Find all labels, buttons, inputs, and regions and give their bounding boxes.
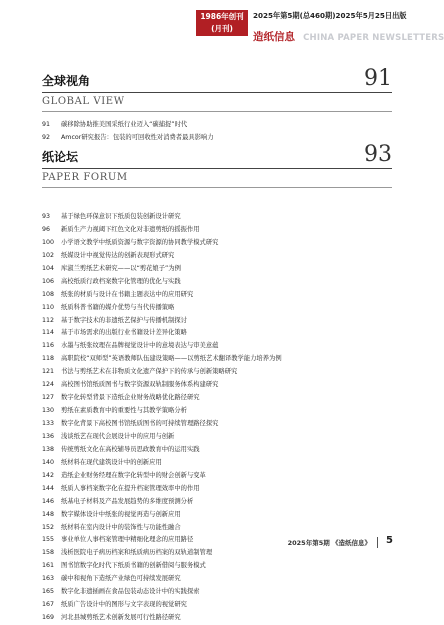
toc-entry-title: 碳移除协助推美国采纸行业迈入“碳捕捉”时代 xyxy=(61,121,188,128)
toc-entry-title: 基于数字技术的非遗纸艺保护与传播机制探讨 xyxy=(61,316,187,324)
issue-info: 2025年第5期(总460期)2025年5月25日出版 xyxy=(253,11,407,20)
toc-entry[interactable] xyxy=(42,276,282,289)
toc-entry[interactable] xyxy=(42,327,282,340)
section-title: 纸论坛 xyxy=(42,150,79,164)
toc-entry-page: 110 xyxy=(42,303,55,311)
toc-entry-title: 数字化转型背景下造纸企业财务战略优化路径研究 xyxy=(61,394,200,402)
toc-entry[interactable] xyxy=(42,379,282,392)
toc-entry-title: 纸材料在现代建筑设计中的创新应用 xyxy=(61,458,162,466)
toc-entry-page: 142 xyxy=(42,471,55,479)
journal-title-en: CHINA PAPER NEWSLETTERS xyxy=(303,33,444,43)
toc-entry[interactable] xyxy=(42,418,282,431)
paper-forum-list xyxy=(42,211,282,625)
toc-entry[interactable] xyxy=(42,573,282,586)
toc-entry-page: 140 xyxy=(42,458,55,466)
toc-entry-page: 152 xyxy=(42,523,55,531)
toc-entry[interactable] xyxy=(42,366,282,379)
section-divider xyxy=(42,92,392,93)
global-view-list xyxy=(42,118,214,144)
toc-entry[interactable] xyxy=(42,522,282,535)
toc-entry-page: 91 xyxy=(42,121,51,128)
toc-entry-page: 114 xyxy=(42,329,55,337)
toc-entry-page: 133 xyxy=(42,420,55,427)
journal-title xyxy=(253,25,444,44)
toc-entry-title: 纸质科普书籍的媒介优势与当代传播策略 xyxy=(61,303,175,311)
badge-founded: 1986年创刊 xyxy=(200,12,244,21)
page-footer xyxy=(0,536,427,550)
toc-entry[interactable] xyxy=(42,340,282,353)
toc-entry-page: 121 xyxy=(42,368,55,376)
toc-entry[interactable] xyxy=(42,353,282,366)
toc-entry-title: 造纸企业财务经理在数字化转型中的财会创新与变革 xyxy=(61,471,206,479)
toc-entry-page: 169 xyxy=(42,614,55,622)
toc-entry-page: 116 xyxy=(42,342,55,350)
toc-entry-title: 剪纸在素质教育中的重要性与其教学策略分析 xyxy=(61,407,187,415)
section-divider xyxy=(42,168,392,169)
toc-entry-page: 148 xyxy=(42,510,55,518)
toc-entry-title: 碳中和视角下造纸产业绿色可持续发展研究 xyxy=(61,575,181,583)
toc-entry-title: 纸材料在室内设计中的装饰性与功能性融合 xyxy=(61,523,181,531)
toc-entry-title: 河北县城剪纸艺术创新发展可行性路径研究 xyxy=(61,614,181,622)
toc-entry-title: 图书馆数字化时代下纸质书籍的创新借阅与服务模式 xyxy=(61,562,206,570)
toc-entry-page: 165 xyxy=(42,588,55,596)
section-page-number: 93 xyxy=(364,142,392,167)
toc-entry[interactable] xyxy=(42,405,282,418)
toc-entry-page: 93 xyxy=(42,213,51,220)
toc-entry[interactable] xyxy=(42,237,282,250)
toc-entry[interactable] xyxy=(42,483,282,496)
toc-entry-page: 155 xyxy=(42,536,55,544)
toc-entry-page: 106 xyxy=(42,277,55,285)
toc-entry-title: 纸媒设计中视觉传达的创新表现形式研究 xyxy=(61,251,175,259)
toc-entry-page: 100 xyxy=(42,238,55,246)
toc-entry-page: 96 xyxy=(42,225,51,233)
toc-entry[interactable] xyxy=(42,131,214,144)
toc-entry[interactable] xyxy=(42,392,282,405)
toc-entry-title: 高校图书馆纸质图书与数字资源双轨制服务体系构建研究 xyxy=(61,381,219,389)
toc-entry-title: 数字化背景下高校图书馆纸质图书的可持续管理路径探究 xyxy=(61,420,219,427)
toc-entry-page: 130 xyxy=(42,407,55,415)
toc-entry-page: 92 xyxy=(42,134,51,141)
toc-entry-page: 161 xyxy=(42,562,55,570)
toc-entry-page: 144 xyxy=(42,484,55,492)
toc-entry-title: 纸质广告设计中的图形与文字表现的视觉研究 xyxy=(61,601,187,609)
toc-entry-page: 138 xyxy=(42,445,55,453)
toc-entry[interactable] xyxy=(42,586,282,599)
founding-badge xyxy=(196,10,248,36)
section-subdivider xyxy=(42,187,392,188)
toc-entry-page: 136 xyxy=(42,432,55,440)
masthead-header xyxy=(0,0,444,48)
footer-page-number: 5 xyxy=(386,535,393,546)
toc-entry-title: 纸张的材质与设计在书籍主题表达中的应用研究 xyxy=(61,290,194,298)
toc-entry[interactable] xyxy=(42,250,282,263)
toc-entry-title: 书法与剪纸艺术在非物质文化遗产保护下的传承与创新策略研究 xyxy=(61,368,238,376)
toc-entry-page: 102 xyxy=(42,251,55,259)
toc-entry-title: 新质生产力视阈下红色文化对非遗剪纸的摇振作用 xyxy=(61,225,200,233)
section-subdivider xyxy=(42,111,392,112)
toc-entry-page: 112 xyxy=(42,316,55,324)
toc-entry[interactable] xyxy=(42,224,282,237)
toc-entry-page: 108 xyxy=(42,290,55,298)
toc-entry[interactable] xyxy=(42,431,282,444)
toc-entry[interactable] xyxy=(42,263,282,276)
toc-entry[interactable] xyxy=(42,444,282,457)
footer-divider xyxy=(377,537,378,548)
toc-entry-title: 浅谈纸艺在现代会展设计中的应用与创新 xyxy=(61,432,175,440)
toc-entry-title: 纸基电子材料及产品发展趋势的多维度预测分析 xyxy=(61,497,194,505)
badge-frequency: (月刊) xyxy=(211,24,233,33)
toc-entry[interactable] xyxy=(42,496,282,509)
journal-title-cn: 造纸信息 xyxy=(253,31,295,43)
toc-entry-title: 数字媒体设计中纸张的视觉再造与创新应用 xyxy=(61,510,181,518)
toc-entry-title: 高职院校“双师型”英语教师队伍建设策略——以剪纸艺术翻译教学能力培养为例 xyxy=(61,355,282,363)
section-title-en: PAPER FORUM xyxy=(42,172,128,183)
toc-entry-title: 事业单位人事档案管理中精细化理念的应用路径 xyxy=(61,536,194,544)
toc-entry-page: 146 xyxy=(42,497,55,505)
toc-entry-page: 127 xyxy=(42,394,55,402)
toc-entry[interactable] xyxy=(42,612,282,625)
toc-entry[interactable] xyxy=(42,302,282,315)
toc-entry[interactable] xyxy=(42,211,282,224)
toc-entry[interactable] xyxy=(42,560,282,573)
toc-entry-title: 基于市场需求的出版行业书籍设计差异化策略 xyxy=(61,329,187,337)
toc-entry-title: Amcor研究报告：包装的可回收性对消费者最具影响力 xyxy=(61,134,214,141)
toc-entry-page: 104 xyxy=(42,264,55,272)
toc-entry-title: 浅析医院电子病历档案和纸质病历档案的双轨道制管理 xyxy=(61,549,213,557)
toc-entry-title: 小学语文教学中纸质资源与数字资源的协同教学模式研究 xyxy=(61,238,219,246)
section-title-en: GLOBAL VIEW xyxy=(42,96,125,107)
toc-entry[interactable] xyxy=(42,470,282,483)
toc-entry-title: 水墨与纸张纹理在品牌视觉设计中的意境表达与审美意蕴 xyxy=(61,342,219,350)
section-page-number: 91 xyxy=(364,66,392,91)
toc-entry[interactable] xyxy=(42,599,282,612)
toc-entry-page: 158 xyxy=(42,549,55,557)
toc-entry-title: 高校纸质行政档案数字化管理的优化与实践 xyxy=(61,277,181,285)
toc-entry-page: 118 xyxy=(42,355,55,363)
toc-entry[interactable] xyxy=(42,509,282,522)
toc-entry-page: 163 xyxy=(42,575,55,583)
toc-entry[interactable] xyxy=(42,118,214,131)
toc-entry-page: 124 xyxy=(42,381,55,389)
toc-entry[interactable] xyxy=(42,289,282,302)
footer-issue-info: 2025年第5期 《造纸信息》 xyxy=(287,539,371,547)
toc-entry-title: 基于绿色环保意识下纸质包装创新设计研究 xyxy=(61,213,181,220)
toc-entry-page: 167 xyxy=(42,601,55,609)
toc-entry-title: 库淑兰剪纸艺术研究——以“剪花娘子”为例 xyxy=(61,264,181,272)
toc-entry[interactable] xyxy=(42,457,282,470)
toc-entry-title: 传统剪纸文化在高校辅导员思政教育中的运用实践 xyxy=(61,445,200,453)
section-title: 全球视角 xyxy=(42,74,91,88)
toc-entry[interactable] xyxy=(42,315,282,328)
toc-entry-title: 纸质人事档案数字化在提升档案管理效率中的作用 xyxy=(61,484,200,492)
toc-entry-title: 数字化非遗插画在食品包装动态设计中的实践探索 xyxy=(61,588,200,596)
